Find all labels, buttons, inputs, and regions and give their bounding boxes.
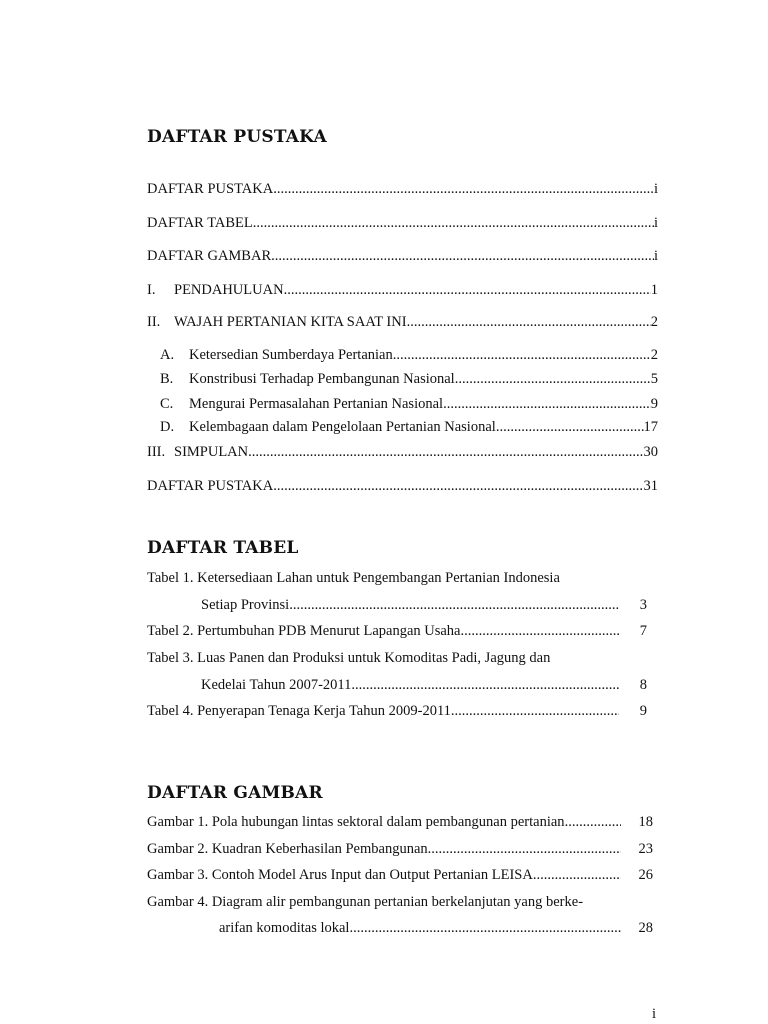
leader-dots [428,838,621,860]
page-number: i [652,1006,657,1022]
toc-subentry[interactable]: A. Ketersedian Sumberdaya Pertanian ..... 2 [160,344,658,366]
leader-dots [349,917,621,939]
toc-subentry[interactable]: D. Kelembagaan dalam Pengelolaan Pertanian Nasional ..... 17 [160,416,658,438]
leader-dots [289,594,619,616]
table-entry[interactable]: Kedelai Tahun 2007-2011 ..... 8 [201,674,647,696]
toc-entry[interactable]: III. SIMPULAN ..... 30 [147,441,658,463]
leader-dots [451,700,619,722]
figure-entry[interactable]: Gambar 1. Pola hubungan lintas sektoral dalam pembangunan pertanian ..... 18 [147,811,653,833]
toc-subentry[interactable]: C. Mengurai Permasalahan Pertanian Nasional ..... 9 [160,393,658,415]
toc-entry[interactable]: I. PENDAHULUAN ..... 1 [147,279,658,301]
leader-dots [533,864,621,886]
toc-entry[interactable]: DAFTAR TABEL ..... i [147,212,658,234]
table-entry[interactable]: Setiap Provinsi ..... 3 [201,594,647,616]
leader-dots [248,441,643,463]
table-entry-line[interactable]: Tabel 3. Luas Panen dan Produksi untuk Komoditas Padi, Jagung dan [147,650,551,666]
leader-dots [253,212,654,234]
toc-entry[interactable]: DAFTAR PUSTAKA ..... 31 [147,475,658,497]
leader-dots [273,475,643,497]
figure-entry[interactable]: Gambar 3. Contoh Model Arus Input dan Output Pertanian LEISA ..... 26 [147,864,653,886]
figure-entry[interactable]: arifan komoditas lokal ..... 28 [219,917,653,939]
leader-dots [455,368,651,390]
leader-dots [271,245,654,267]
leader-dots [461,620,620,642]
leader-dots [443,393,651,415]
leader-dots [351,674,619,696]
toc-subentry[interactable]: B. Konstribusi Terhadap Pembangunan Nasional ..... 5 [160,368,658,390]
leader-dots [565,811,621,833]
tables-title: DAFTAR TABEL [147,538,299,558]
figures-title: DAFTAR GAMBAR [147,783,323,803]
table-entry[interactable]: Tabel 2. Pertumbuhan PDB Menurut Lapangan Usaha ..... 7 [147,620,647,642]
toc-title: DAFTAR PUSTAKA [147,127,327,147]
table-entry[interactable]: Tabel 4. Penyerapan Tenaga Kerja Tahun 2009-2011 ..... 9 [147,700,647,722]
toc-entry[interactable]: II. WAJAH PERTANIAN KITA SAAT INI ..... 2 [147,311,658,333]
table-entry-line[interactable]: Tabel 1. Ketersediaan Lahan untuk Pengembangan Pertanian Indonesia [147,570,560,586]
leader-dots [407,311,651,333]
figure-entry-line[interactable]: Gambar 4. Diagram alir pembangunan pertanian berkelanjutan yang berke- [147,894,584,910]
leader-dots [273,178,654,200]
figure-entry[interactable]: Gambar 2. Kuadran Keberhasilan Pembangunan ..... 23 [147,838,653,860]
leader-dots [393,344,651,366]
leader-dots [496,416,644,438]
leader-dots [284,279,651,301]
toc-entry[interactable]: DAFTAR PUSTAKA ..... i [147,178,658,200]
toc-entry[interactable]: DAFTAR GAMBAR ..... i [147,245,658,267]
